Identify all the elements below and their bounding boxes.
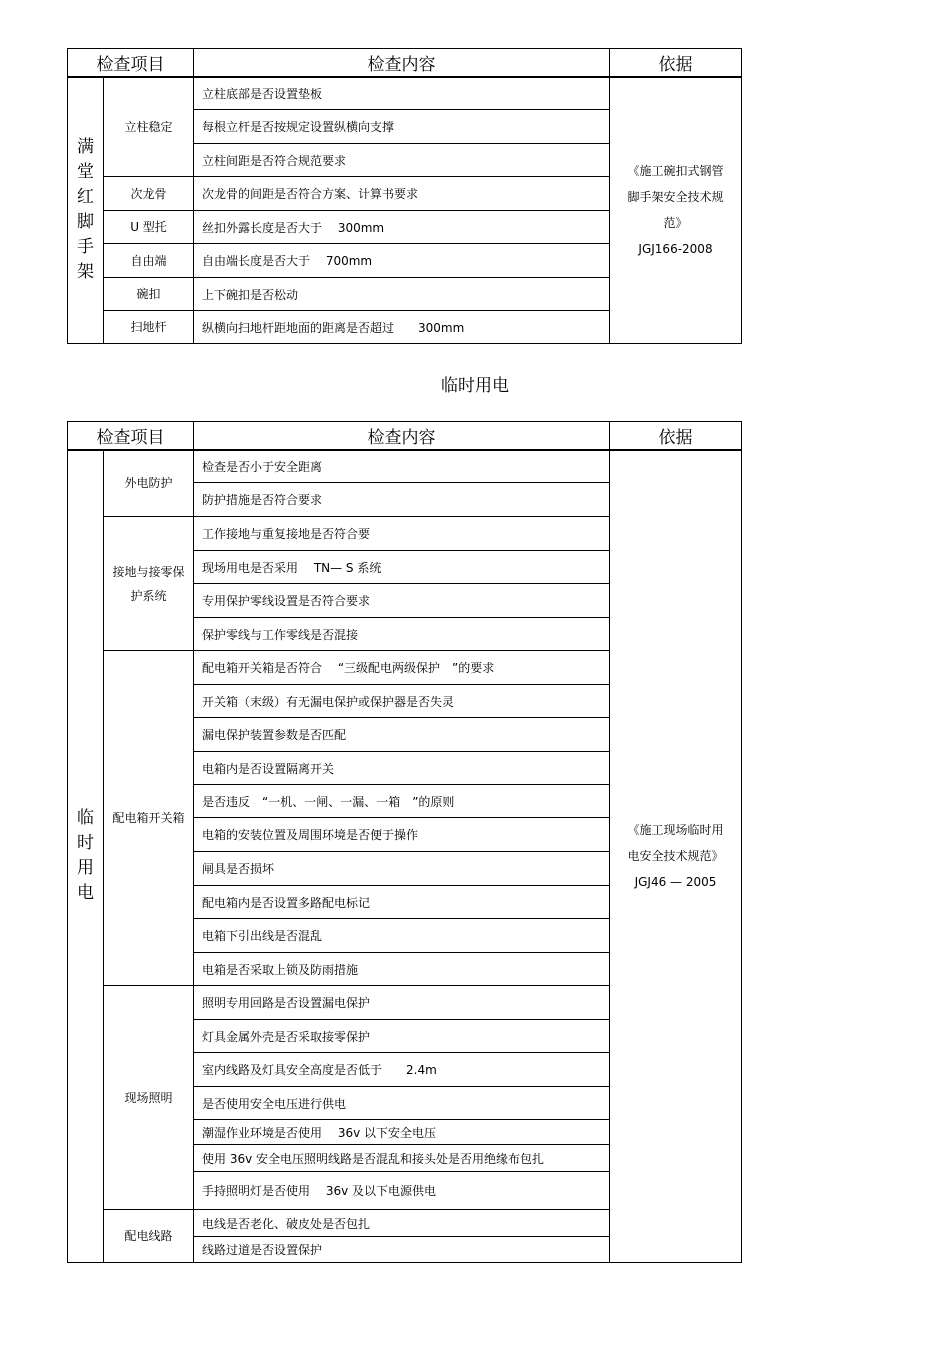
check-content-cell: 配电箱开关箱是否符合 “三级配电两级保护 ”的要求 <box>194 651 610 685</box>
category-char: 满 <box>77 137 94 158</box>
check-content-cell: 现场用电是否采用 TN— S 系统 <box>194 551 610 584</box>
basis-line: 范》 <box>663 216 688 231</box>
check-content-cell: 丝扣外露长度是否大于 300mm <box>194 211 610 244</box>
basis-line: JGJ166-2008 <box>638 242 713 257</box>
table-row <box>68 450 742 483</box>
check-content-cell: 立柱底部是否设置垫板 <box>194 77 610 110</box>
header-basis: 依据 <box>610 49 742 77</box>
check-content-cell: 开关箱（末级）有无漏电保护或保护器是否失灵 <box>194 685 610 718</box>
subcategory-cell: 碗扣 <box>104 278 194 311</box>
subcategory-cell: 次龙骨 <box>104 177 194 211</box>
check-content-cell: 防护措施是否符合要求 <box>194 483 610 517</box>
subcategory-cell: 自由端 <box>104 244 194 278</box>
category-char: 红 <box>77 187 94 208</box>
check-content-cell: 自由端长度是否大于 700mm <box>194 244 610 278</box>
category-char: 手 <box>77 237 94 258</box>
check-content-cell: 室内线路及灯具安全高度是否低于 2.4m <box>194 1053 610 1087</box>
check-content-cell: 电线是否老化、破皮处是否包扎 <box>194 1210 610 1237</box>
scaffold-inspection-table <box>67 48 742 344</box>
basis-line: JGJ46 — 2005 <box>634 875 717 890</box>
header-item: 检查项目 <box>68 49 194 77</box>
header-item: 检查项目 <box>68 422 194 450</box>
check-content-cell: 漏电保护装置参数是否匹配 <box>194 718 610 752</box>
check-content-cell: 照明专用回路是否设置漏电保护 <box>194 986 610 1020</box>
check-content-cell: 闸具是否损坏 <box>194 852 610 886</box>
check-content-cell: 手持照明灯是否使用 36v 及以下电源供电 <box>194 1172 610 1210</box>
check-content-cell: 立柱间距是否符合规范要求 <box>194 144 610 177</box>
check-content-cell: 配电箱内是否设置多路配电标记 <box>194 886 610 919</box>
category-char: 脚 <box>77 212 94 233</box>
subcategory-cell: 接地与接零保护系统 <box>104 517 194 651</box>
basis-line: 《施工现场临时用 <box>627 823 724 838</box>
check-content-cell: 检查是否小于安全距离 <box>194 450 610 483</box>
header-content: 检查内容 <box>194 422 610 450</box>
check-content-cell: 使用 36v 安全电压照明线路是否混乱和接头处是否用绝缘布包扎 <box>194 1145 610 1172</box>
check-content-cell: 是否使用安全电压进行供电 <box>194 1087 610 1120</box>
check-content-cell: 专用保护零线设置是否符合要求 <box>194 584 610 618</box>
subcategory-cell: 立柱稳定 <box>104 77 194 177</box>
check-content-cell: 灯具金属外壳是否采取接零保护 <box>194 1020 610 1053</box>
basis-line: 电安全技术规范》 <box>627 849 724 864</box>
check-content-cell: 电箱下引出线是否混乱 <box>194 919 610 953</box>
category-char: 时 <box>77 833 94 854</box>
category-char: 堂 <box>77 162 94 183</box>
category-cell <box>68 77 104 344</box>
section-title: 临时用电 <box>441 376 509 396</box>
check-content-cell: 每根立杆是否按规定设置纵横向支撑 <box>194 110 610 144</box>
check-content-cell: 是否违反 “一机、一闸、一漏、一箱 ”的原则 <box>194 785 610 818</box>
check-content-cell: 线路过道是否设置保护 <box>194 1237 610 1263</box>
header-content: 检查内容 <box>194 49 610 77</box>
basis-cell <box>610 77 742 344</box>
temporary-power-inspection-table <box>67 421 742 1263</box>
table-row <box>68 77 742 110</box>
check-content-cell: 上下碗扣是否松动 <box>194 278 610 311</box>
subcategory-cell: 外电防护 <box>104 450 194 517</box>
check-content-cell: 纵横向扫地杆距地面的距离是否超过 300mm <box>194 311 610 344</box>
basis-line: 脚手架安全技术规 <box>627 190 724 205</box>
check-content-cell: 电箱是否采取上锁及防雨措施 <box>194 953 610 986</box>
header-row <box>68 422 742 450</box>
category-char: 电 <box>77 883 94 904</box>
subcategory-cell: 扫地杆 <box>104 311 194 344</box>
subcategory-cell: 配电线路 <box>104 1210 194 1263</box>
subcategory-cell: 配电箱开关箱 <box>104 651 194 986</box>
category-char: 架 <box>77 262 94 283</box>
header-basis: 依据 <box>610 422 742 450</box>
category-char: 临 <box>77 808 94 829</box>
check-content-cell: 保护零线与工作零线是否混接 <box>194 618 610 651</box>
subcategory-cell: U 型托 <box>104 211 194 244</box>
check-content-cell: 电箱的安装位置及周围环境是否便于操作 <box>194 818 610 852</box>
check-content-cell: 潮湿作业环境是否使用 36v 以下安全电压 <box>194 1120 610 1145</box>
check-content-cell: 电箱内是否设置隔离开关 <box>194 752 610 785</box>
check-content-cell: 工作接地与重复接地是否符合要 <box>194 517 610 551</box>
basis-line: 《施工碗扣式钢管 <box>627 164 724 179</box>
subcategory-cell: 现场照明 <box>104 986 194 1210</box>
category-char: 用 <box>77 858 94 879</box>
basis-cell <box>610 450 742 1263</box>
check-content-cell: 次龙骨的间距是否符合方案、计算书要求 <box>194 177 610 211</box>
category-cell <box>68 450 104 1263</box>
header-row <box>68 49 742 77</box>
